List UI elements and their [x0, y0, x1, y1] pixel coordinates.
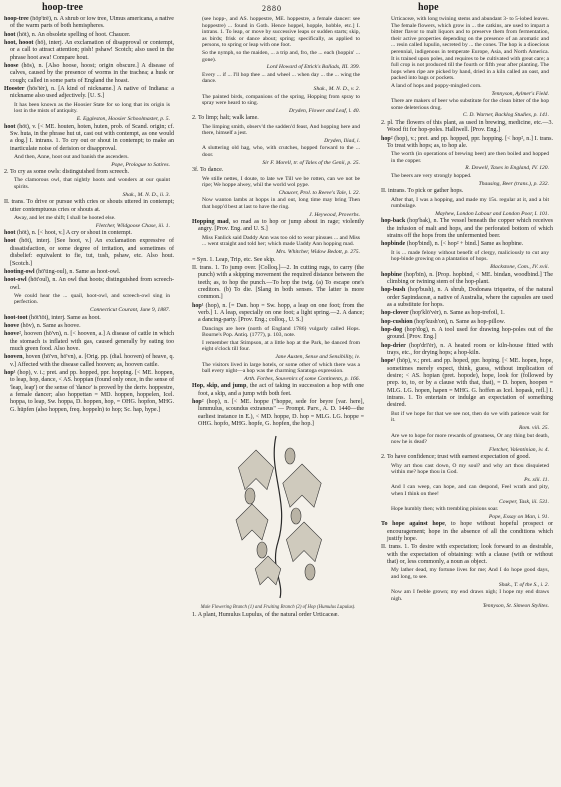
page-number: 2880 [262, 4, 282, 13]
quotation: I remember that Stimpson, at a little hop at the Park, he danced from eight o'clock till four. [202, 339, 360, 353]
citation: Mrs. Whitcher, Widow Bedott, p. 275. [276, 249, 360, 255]
citation: Fletcher, Wildgoose Chase, iii. 1. [95, 222, 170, 229]
dictionary-entry [192, 399, 364, 428]
entry-text: (höp'trē), n. A shrub or low tree, Ulmus americana, a native of the warm parts of both hemispheres. [10, 16, 174, 30]
entry-text: ² (hop), n. [< ME. hoppe ("hoppe, sede for beyre [var. here], lummulus, scoundus extraneus" — Prompt. Parv., A. D. 1440—the earliest instance in E.), < MD. hoppe, D. hop = MLG. LG. hoppe = OHG. hopfo, MHG. hopfe, G. hopfen, the hop.] [198, 399, 364, 428]
dictionary-entry [192, 265, 364, 302]
dictionary-entry [192, 115, 364, 122]
headword: hoot [4, 238, 16, 245]
quotation: Hope humbly then; with trembling pinions soar. [391, 506, 499, 513]
entry-text: II. trans. To drive or pursue with cries or shouts uttered in contempt; utter contemptuous cries or shouts at. [4, 199, 174, 213]
entry-text: , so mad as to hop or jump about in rage; violently angry. [Prov. Eng. and U. S.] [198, 219, 364, 233]
citation: Lord Howard of Ettick's Ballads, III. 399. [266, 64, 360, 71]
headword: hoot [4, 123, 16, 130]
headword: hop [192, 399, 202, 406]
figure-caption: Male Flowering Branch (1) and Fruiting Branch (2) of Hop (Humulus Lupulus). [200, 604, 356, 610]
citation: Cowper, Task, iii. 531. [499, 498, 549, 505]
entry-text: , hoven (hö'vn, hō'vn), a. [Orig. pp. (dial. hooven) of heave, q. v.] Affected with the disease called hooven; as, hooven cattle. [10, 354, 174, 368]
headword: Hopping mad [192, 219, 229, 226]
citation: Tennyson, Aylmer's Field. [491, 90, 549, 97]
dictionary-entry [4, 354, 174, 369]
dictionary-entry [381, 241, 553, 248]
headword: hoove [4, 331, 20, 338]
entry-text: ¹ (hop), v. i.; pret. and pp. hopped, ppr. hopping. [< ME. hoppen, to leap, hop, dance, < AS. hoppian (found only once, in the sense of 'leap, leap') or the sense of 'dance' is proved by the deriv. hoppestre, a female dancer; also hoppettan = MD. hoppen, hoppelen, Icel. hoppa, to leap, Sw. hoppa, D. hoppen, hop, = OHG. hopfon, MHG. G. hüpfen (also hoppen, freq. hoppeln) to hop; Sc. hap, hype.] [10, 370, 174, 413]
headword: hoot, hooot [4, 40, 34, 47]
dictionary-entry [192, 219, 364, 234]
dictionary-entry [192, 303, 364, 325]
quotation: Dancings are here (north of England 1786) vulgarly called Hops. Bourne's Pop. Antiq. (1777), p. 103, note. [202, 325, 360, 339]
quotation: Miss Fanlick said Daddy Ann was too old to wear pinsues ... and Miss ... went straight and told her; which made Uaddy Ann hopping mad. [202, 234, 360, 248]
headword: hop [381, 135, 391, 142]
quotation: Are we to hope for more rewards of greatness, Or any thing but death, now he is dead? [391, 432, 549, 446]
headword: Hooster [4, 86, 25, 93]
headword: hoot [4, 230, 16, 237]
dictionary-entry [4, 230, 174, 237]
dictionary-entry [381, 454, 553, 461]
headword: hop [4, 370, 14, 377]
entry-text: 2. To have confidence; trust with earnest expectation of good. [381, 454, 531, 461]
dictionary-entry [4, 238, 174, 267]
entry-text: (hop'bīn), n. [Prop. hopbind, < ME. bindan, woodbind.] The climbing or twining stem of the hop-plant. [387, 271, 553, 285]
citation: C. D. Warner, Backlog Studies, p. 141. [462, 112, 549, 119]
headword: hooting-owl [4, 268, 35, 275]
column-2 [192, 16, 364, 768]
headword: hop-drier [381, 342, 406, 349]
quotation: Why art thou cast down, O my soul? and why art thou disquieted within me? hope thou in God. [391, 462, 549, 476]
headword: To hope against hope [381, 521, 445, 528]
quotation: A land of hops and poppy-mingled corn. [391, 82, 482, 89]
citation: Shak., T. of the S., i. 2. [498, 581, 549, 588]
dictionary-entry [381, 319, 553, 326]
dictionary-entry [4, 331, 174, 353]
dictionary-entry [192, 383, 364, 398]
entry-text: (hop'kush'on), n. Same as hop-pillow. [412, 318, 506, 325]
entry-text: ², hooven (hö'vn), n. [< hooven, a.] A disease of cattle in which the stomach is inflated with gas, caused generally by eating too much green food. Also hove. [10, 331, 174, 353]
entry-text: (höt), n. An obsolete spelling of hoot. Chaucer. [15, 31, 131, 38]
quotation: The worth (in operations of brewing beer) are then boiled and hopped in the copper. [391, 151, 549, 164]
entry-text: (hop'bush), n. A shrub, Dodonæa triquetra, of the natural order Sapindaceæ, a native of Australia, where the capsules are used as a substitute for hops. [387, 287, 553, 308]
quotation: But if we hope for that we see not, then do we with patience wait for it. [391, 410, 549, 424]
entry-text: 2. To limp; halt; walk lame. [192, 115, 259, 122]
dictionary-entry [4, 323, 174, 330]
running-head-left: hoop-tree [42, 2, 83, 13]
dictionary-entry [4, 63, 174, 85]
dictionary-entry [4, 269, 174, 276]
dictionary-entry [381, 521, 553, 543]
dictionary-entry [381, 310, 553, 317]
citation: Pope, Prologue to Satires. [111, 161, 170, 168]
entry-text: (höt), interj. [See hoot, v.] An exclamation expressive of dissatisfaction, or some degree of irritation, and sometimes of disbelief: equivalent to fie, tut, tush, pshaw, etc. Also hout. [Scotch.] [10, 238, 174, 267]
headword: hop [192, 302, 202, 309]
entry-text: ¹ (hop), n. [= Dan. hop = Sw. hopp, a leap on one foot; from the verb.] 1. A leap, especially on one foot; a light spring.—2. A dance; a dancing-party. [Prov. Eng.; colloq., U. S.] [198, 302, 364, 324]
citation: Thausing, Beer (trans.), p. 232. [478, 180, 549, 187]
entry-text: (hop'bind), n. [< hop² + bind.] Same as hopbine. [405, 241, 524, 248]
citation: Tennyson, St. Simeon Stylites. [482, 603, 549, 610]
dictionary-entry [192, 167, 364, 174]
quotation: There are makers of beer who substitute for the clean bitter of the hop some deleterious drug. [391, 98, 549, 111]
entry-text: (höt'töt), interj. Same as hoot. [27, 314, 101, 321]
headword: hoot-toot [4, 314, 28, 321]
quotation: So the nymph, so the maiden, ... a trip and, fro, the ... each (hoppin' ... gone). [202, 49, 360, 63]
entry-text: (höt), n. [< hoot, v.] A cry or shout in contempt. [15, 230, 132, 237]
dictionary-entry [4, 169, 174, 176]
headword: hopbine [381, 271, 402, 278]
entry-text: (hop'dog), n. A tool used for drawing hop-poles out of the ground. [Prov. Eng.] [387, 326, 553, 341]
entry-text: (hös'tėr), n. [A kind of nickname.] A native of Indiana: a nickname also used adjectively. [U. S.] [10, 86, 174, 100]
quotation: And then, Anne, hoot out and banish the ascenders. [14, 153, 129, 160]
quotation: The beers are very strongly hopped. [391, 173, 472, 180]
dictionary-entry [192, 612, 364, 619]
quotation: Away, and let me shift; I shall be hooted else. [14, 214, 116, 221]
dictionary-entry [381, 272, 553, 287]
dictionary-entry [381, 188, 553, 195]
hop-engraving-icon [198, 432, 358, 600]
quotation: After that, I was a hopping, and made my 15s. regular at it, and a bit rumbulage. [391, 196, 549, 210]
running-head-right: hope [418, 2, 439, 13]
headword: hoop-tree [4, 16, 29, 22]
quotation: We could hear the ... quail, hoot-owl, and screech-owl sing in perfection. [14, 292, 170, 306]
quotation: The clamorous owl, that nightly hoots and wonders at our quaint spirits. [14, 177, 170, 191]
quotation: And I can weep, can hope, and can despond, Feel wrath and pity, when I think on thee! [391, 484, 549, 497]
entry-text: II. trans. 1. To jump over. [Colloq.]—2. In cutting rugs, to carry (the punch) with a skipping movement the required distance between the teeth; as, to hop the punch.—To hop the twig. (a) To escape one's creditors. (b) To die. [Slang in both senses. The latter is more common.] [192, 264, 364, 301]
entry-text: 3f. To dance. [192, 167, 224, 174]
quotation: It is ... made felony without benefit of clergy, maliciously to cut any hop-binde growing on a plantation of hops. [391, 249, 549, 263]
entry-text: (höv), n. Same as hoove. [19, 323, 81, 329]
entry-text: 2. pl. The flowers of this plant, as used in brewing, medicine, etc.—3. Wood fit for hop-poles. Halliwell. [Prov. Eng.] [381, 119, 553, 134]
column-3 [381, 16, 553, 768]
dictionary-entry [381, 544, 553, 566]
citation: E. Eggleston, Hoosier Schoolmaster, p. 5. [76, 115, 170, 122]
entry-text: ¹ (hōp), v.; pret. and pp. hoped, ppr. hoping. [< ME. hopen, hope, sometimes merely expect, think, guess, without implication of desire; < AS. hopian (pret. hopode), hope, look for (followed by prep. to, to, or by a clause with that, that), = D. hopen, hoopen = MLG. LG. hopen, hapen = MHG. G. hoffen as Icel. hopask, refl.] I. intrans. 1. To entertain or indulge an expectation of something desired. [387, 358, 553, 409]
dictionary-entry [4, 32, 174, 39]
entry-text: ² (hop), v.; pret. and pp. hopped, ppr. hopping. [< hop², n.] I. trans. To treat with hops; as, to hop ale. [387, 135, 553, 149]
dictionary-entry [381, 287, 553, 309]
quotation: Urticaceæ, with long twining stems and abundant 3- to 5-lobed leaves. The female flowers, which grow in ... the catkins, are used to impart a bitter flavor to malt liquors and to preserve them from fermentation, their active properties depending on the presence of an aromatic and ... resin called lupulin, secreted by ... the cones. The hop is a dioecious perennial, indigenous in temperate Europe, Asia, and North America. It is trained upon poles, and requires to be cultivated with great care; a full crop is not produced till the fourth or fifth year after planting. The hops when ripe are picked by hand, dried in a kiln called an oast, and packed into bags or pockets. [391, 16, 549, 82]
dictionary-entry [4, 124, 174, 153]
citation: Shak., M. N. D., ii. 3. [122, 191, 170, 198]
hop-plant-illustration [192, 432, 364, 603]
citation: Shak., M. N. D., v. 2. [313, 85, 360, 92]
citation: Chaucer, Prol. to Reeve's Tale, l. 22. [278, 189, 360, 196]
dictionary-entry [381, 358, 553, 409]
headword: hooven [4, 354, 23, 361]
citation: Mayhew, London Labour and London Poor, I. 101. [435, 210, 549, 217]
dictionary-entry [381, 327, 553, 342]
entry-text: , to hope without hopeful prospect or encouragement; hope in the absence of all the conditions which justify hope. [387, 521, 553, 543]
entry-text: = Syn. 1. Leap, Trip, etc. See skip. [192, 256, 276, 263]
citation: Connecticut Courant, June 9, 1887. [89, 307, 170, 314]
dictionary-entry [4, 277, 174, 292]
quotation: Now am I feeble grown; my end draws nigh; I hope my end draws nigh. [391, 589, 549, 602]
headword: hop-dog [381, 326, 403, 333]
entry-text: 2. To cry as some owls: distinguished from screech. [4, 169, 130, 176]
quotation: We stille nettes, I doute, to late we Till we be rotten, can we not be ripe; We hoppe alwey, whil the world wol pype. [202, 175, 360, 189]
citation: Sir F. Morell, tr. of Tales of the Genii, p. 25. [262, 159, 360, 166]
quotation: Now wanton lambs at hopps in and out, long time may bring Then that hopp'd best at last to have the ring. [202, 197, 360, 210]
dictionary-entry [4, 16, 174, 31]
citation: Blackstone, Com., IV. xvii. [490, 263, 549, 270]
headword: hop-clover [381, 310, 409, 317]
dictionary-entry [4, 86, 174, 101]
entry-text: , the act of taking in succession a hop with one foot, a skip, and a jump with both feet. [198, 383, 364, 397]
headword: hoose [4, 63, 19, 70]
entry-text: (hop'bak), n. The vessel beneath the copper which receives the infusion of malt and hops, and the perforated bottom of which strains off the hops from the unfermented beer. [387, 218, 553, 240]
headword: Hop, skip, and jump [192, 383, 247, 390]
citation: Pope, Essay on Man, i. 91. [488, 513, 549, 520]
entry-text: (hös), n. [Also hoose, hoost; origin obscure.] A disease of calves, caused by the presence of worms in the trachea; a husk or cough; called in some parts of England the hoast. [10, 63, 174, 84]
entry-text: 1. A plant, Humulus Lupulus, of the natural order Urticaceæ. [192, 612, 339, 619]
dictionary-entry [4, 199, 174, 214]
entry-text: (höt), v. [< ME. houten, hoten, huten, prob. of Scand. origin; cf. Sw. huta, in the phrase hut ut, cast out with contempt, as one would a dog.] I. intrans. 1. To cry out or shout in contempt; to make an inarticulate noise of derision or disapproval. [10, 123, 174, 152]
quotation: The painted birds, companions of the spring, Hopping from spray to spray were heard to sing. [202, 93, 360, 107]
entry-text: (hö), interj. An exclamation of disapproval or contempt, or a call to attract attention; pish! pshaw! Scotch; also used in the phrase hoot awa! Compare hout. [10, 40, 174, 61]
quotation: Every ... if ... I'll hop thee ... and wheel ... when day ... the ... wing the dance. [202, 71, 360, 85]
dictionary-entry [4, 370, 174, 414]
citation: Arth. Forbes, Souvenirs of some Continents, p. 166. [244, 375, 360, 382]
citation: Jane Austen, Sense and Sensibility, iv. [275, 354, 360, 361]
entry-text: (höt'oul), n. An owl that hoots; distinguished from screech-owl. [10, 277, 174, 291]
headword: hopbinde [381, 241, 406, 248]
headword: hop-bush [381, 287, 406, 294]
headword: hope [381, 358, 394, 365]
quotation: The visitors lived in large hotels, or some other of which there was a ball every night—a hop was the charming Saratoga expression. [202, 361, 360, 375]
entry-text: II. trans. 1. To desire with expectation; look forward to as desirable, with the expectation of obtaining: with a clause (with or without that) or, less commonly, a noun as object. [381, 544, 553, 566]
citation: Fletcher, Valentinian, iv. 4. [488, 446, 549, 453]
headword: hoove [4, 323, 20, 329]
dictionary-entry [4, 315, 174, 322]
dictionary-entry [381, 343, 553, 358]
quotation: The limping smith, observ'd the sadden'd feast, And hopping here and there, himself a jest. [202, 123, 360, 137]
citation: R. Dowell, Taxes in England, IV. 120. [465, 165, 549, 172]
citation: Dryden, Iliad, i. [324, 137, 360, 144]
entry-text: II. intrans. To pick or gather hops. [381, 188, 464, 195]
column-1 [4, 16, 174, 768]
citation: Dryden, Flower and Leaf, l. 40. [288, 107, 360, 114]
entry-text: (hö'ting-oul), n. Same as hoot-owl. [34, 268, 121, 275]
headword: hoot-owl [4, 277, 27, 284]
dictionary-entry [192, 257, 364, 264]
dictionary-entry [381, 218, 553, 240]
headword: hop-cushion [381, 318, 413, 325]
dictionary-entry [4, 40, 174, 62]
citation: J. Heywood, Proverbs. [309, 211, 360, 218]
headword: hoot [4, 31, 16, 38]
quotation: A sluttering old hag, who, with crutches, hopped forward to the ... door. [202, 145, 360, 159]
citation: Rom. viii. 25. [519, 424, 549, 431]
entry-text: (hop'klō'vėr), n. Same as hop-trefoil, 1. [408, 310, 505, 317]
dictionary-entry [381, 120, 553, 135]
citation: Ps. xlii. 11. [524, 476, 549, 483]
quotation: (see hopp-, and AS. hoppestre, ME. hoppestre, a female dancer: see hoppestre) ... found in Goth. Hence hoppel, hopple, hobble, etc.] I. intrans. 1. To leap, or move by successive leaps or sudden starts; skip, as birds; frisk or dance about; spring; specifically, as applied to persons, to spring or leap with one foot. [202, 16, 360, 49]
quotation: My lather dead, my fortune lives for me; And I do hope good days, and long, to see. [391, 567, 549, 581]
quotation: It has been known as the Hoosier State for so long that its origin is lost in the mists of antiquity. [14, 101, 170, 115]
headword: hop-back [381, 218, 406, 225]
dictionary-entry [381, 136, 553, 151]
entry-text: (hop'drī'ėr), n. A heated room or kiln-house fitted with trays, etc., for drying hops; a hop-kiln. [387, 342, 553, 356]
